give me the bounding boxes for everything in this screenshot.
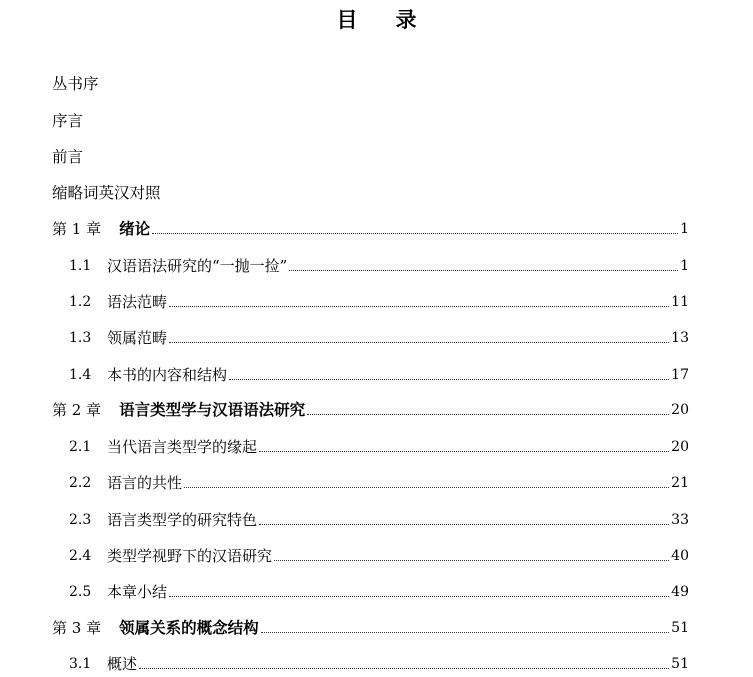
section-title: 语言的共性 bbox=[107, 474, 183, 492]
dot-leader bbox=[152, 233, 678, 234]
toc-entry-abbreviations[interactable] bbox=[52, 181, 689, 203]
section-number: 1.3 bbox=[69, 330, 92, 346]
page-number: 49 bbox=[671, 584, 689, 600]
toc-section-1-1[interactable] bbox=[69, 254, 689, 276]
chapter-number: 第 2 章 bbox=[52, 401, 102, 419]
chapter-number: 第 3 章 bbox=[52, 619, 102, 637]
section-title: 本书的内容和结构 bbox=[107, 366, 228, 384]
section-number: 2.5 bbox=[69, 584, 92, 600]
chapter-title: 绪论 bbox=[119, 219, 151, 238]
toc-entry-preface[interactable] bbox=[52, 109, 689, 131]
toc-section-2-1[interactable] bbox=[69, 435, 689, 457]
section-title: 汉语语法研究的“一抛一捡” bbox=[107, 257, 288, 275]
page-number: 40 bbox=[671, 548, 689, 564]
toc-entry-label: 缩略词英汉对照 bbox=[52, 184, 161, 202]
toc-section-3-1[interactable] bbox=[69, 652, 689, 674]
dot-leader bbox=[139, 668, 669, 669]
dot-leader bbox=[184, 487, 669, 488]
section-title: 领属范畴 bbox=[107, 329, 168, 347]
chapter-number: 第 1 章 bbox=[52, 220, 102, 238]
section-number: 3.1 bbox=[69, 656, 92, 672]
section-title: 语言类型学的研究特色 bbox=[107, 511, 258, 529]
dot-leader bbox=[289, 270, 678, 271]
page-number: 33 bbox=[671, 512, 689, 528]
toc-chapter-2[interactable] bbox=[52, 398, 689, 420]
toc-entry-foreword[interactable] bbox=[52, 145, 689, 167]
toc-section-2-5[interactable] bbox=[69, 580, 689, 602]
toc-section-1-3[interactable] bbox=[69, 326, 689, 348]
page-number: 51 bbox=[671, 620, 689, 636]
dot-leader bbox=[259, 451, 669, 452]
dot-leader bbox=[274, 560, 669, 561]
section-number: 1.4 bbox=[69, 367, 92, 383]
toc-section-2-4[interactable] bbox=[69, 544, 689, 566]
toc-entry-series-preface[interactable] bbox=[52, 72, 689, 94]
section-title: 当代语言类型学的缘起 bbox=[107, 438, 258, 456]
dot-leader bbox=[259, 524, 669, 525]
section-number: 1.1 bbox=[69, 258, 92, 274]
page-number: 11 bbox=[671, 294, 689, 310]
toc-entry-label: 序言 bbox=[52, 112, 84, 130]
dot-leader bbox=[169, 306, 669, 307]
toc-section-1-4[interactable] bbox=[69, 363, 689, 385]
dot-leader bbox=[307, 414, 669, 415]
page-number: 51 bbox=[671, 656, 689, 672]
page-number: 20 bbox=[671, 402, 689, 418]
dot-leader bbox=[169, 342, 669, 343]
section-title: 概述 bbox=[107, 655, 138, 673]
section-number: 1.2 bbox=[69, 294, 92, 310]
toc-section-2-2[interactable] bbox=[69, 471, 689, 493]
page-title bbox=[0, 4, 753, 34]
title-char-2: 录 bbox=[395, 7, 455, 32]
section-title: 本章小结 bbox=[107, 583, 168, 601]
page-number: 1 bbox=[680, 258, 689, 274]
title-char-1: 目 bbox=[336, 7, 396, 32]
toc-chapter-1[interactable] bbox=[52, 217, 689, 239]
dot-leader bbox=[261, 632, 670, 633]
section-number: 2.4 bbox=[69, 548, 92, 564]
page-number: 17 bbox=[671, 367, 689, 383]
page-number: 21 bbox=[671, 475, 689, 491]
dot-leader bbox=[229, 379, 669, 380]
toc-section-2-3[interactable] bbox=[69, 508, 689, 530]
chapter-title: 领属关系的概念结构 bbox=[119, 618, 259, 637]
toc-section-1-2[interactable] bbox=[69, 290, 689, 312]
page-number: 20 bbox=[671, 439, 689, 455]
page-number: 1 bbox=[680, 221, 689, 237]
dot-leader bbox=[169, 596, 669, 597]
toc-entry-label: 丛书序 bbox=[52, 75, 99, 93]
section-number: 2.3 bbox=[69, 512, 92, 528]
section-number: 2.1 bbox=[69, 439, 92, 455]
toc-entry-label: 前言 bbox=[52, 148, 84, 166]
section-number: 2.2 bbox=[69, 475, 92, 491]
section-title: 类型学视野下的汉语研究 bbox=[107, 547, 273, 565]
chapter-title: 语言类型学与汉语语法研究 bbox=[119, 400, 306, 419]
section-title: 语法范畴 bbox=[107, 293, 168, 311]
page-number: 13 bbox=[671, 330, 689, 346]
toc-chapter-3[interactable] bbox=[52, 616, 689, 638]
